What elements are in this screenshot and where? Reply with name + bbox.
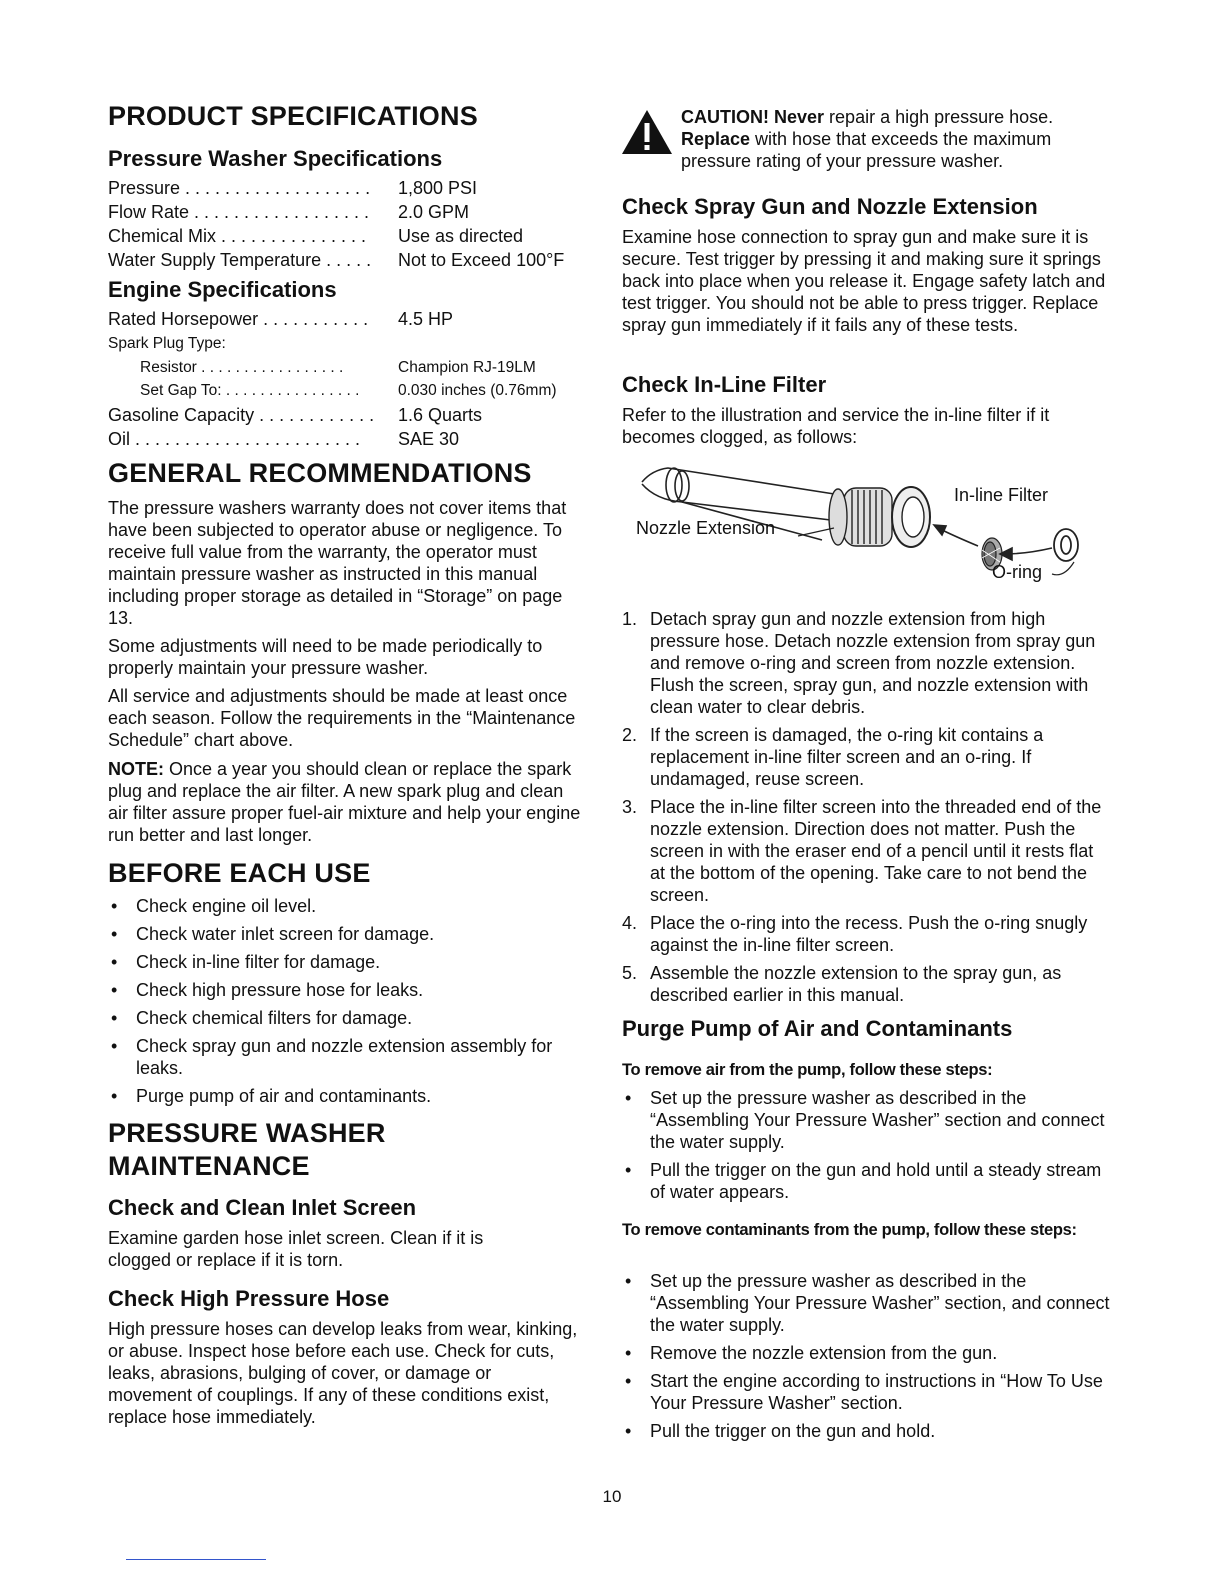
heading-product-specifications: PRODUCT SPECIFICATIONS (108, 101, 478, 131)
heading-check-high-pressure-hose: Check High Pressure Hose (108, 1286, 390, 1311)
figure-label-in-line-filter: In-line Filter (954, 485, 1049, 505)
purge-contaminants-subheading: To remove contaminants from the pump, follow these steps: (622, 1221, 1077, 1239)
list-item: 1. Detach spray gun and nozzle extension from high pressure hose. Detach nozzle extension from spray gun and remove o-ring and screen from nozzle extension. Flush the screen, spray gun, and nozzle extension with clean water to clear debris. (622, 609, 1096, 717)
general-paragraph-1: The pressure washers warranty does not cover items that have been subjected to operator abuse or negligence. To receive full value from the warranty, the operator must maintain pressure washer as instructed in this manual including proper storage as detailed in “Storage” on page 13. (108, 498, 567, 628)
list-item: • Check water inlet screen for damage. (111, 924, 435, 944)
heading-purge-pump: Purge Pump of Air and Contaminants (622, 1016, 1013, 1041)
footer-link-underline (126, 1559, 266, 1560)
spec-flow-rate: Flow Rate . . . . . . . . . . . . . . . . . . 2.0 GPM (108, 202, 470, 222)
spec-set-gap: Set Gap To: . . . . . . . . . . . . . . . . 0.030 inches (0.76mm) (140, 382, 557, 399)
list-item: • Check engine oil level. (111, 896, 317, 916)
heading-check-clean-inlet-screen: Check and Clean Inlet Screen (108, 1195, 417, 1220)
before-each-use-list (108, 895, 598, 1107)
inlet-screen-paragraph: Examine garden hose inlet screen. Clean if it is clogged or replace if it is torn. (108, 1228, 484, 1270)
purge-contaminants-list (622, 1270, 1112, 1442)
caution-label: CAUTION! (681, 107, 769, 127)
list-item: • Pull the trigger on the gun and hold. (625, 1421, 936, 1441)
warning-triangle-icon (620, 108, 674, 156)
purge-air-list (622, 1087, 1112, 1203)
list-item: • Start the engine according to instructions in “How To Use Your Pressure Washer” section. (625, 1371, 1103, 1413)
high-pressure-hose-paragraph: High pressure hoses can develop leaks from wear, kinking, or abuse. Inspect hose before each use. Check for cuts, leaks, abrasions, bulging of cover, or damage or movement of couplings. If any of these conditions exist, replace hose immediately. (108, 1319, 578, 1427)
heading-check-spray-gun: Check Spray Gun and Nozzle Extension (622, 194, 1038, 219)
in-line-filter-paragraph: Refer to the illustration and service the in-line filter if it becomes clogged, as follows: (622, 405, 1050, 447)
purge-air-subheading: To remove air from the pump, follow these steps: (622, 1061, 993, 1079)
list-item: • Purge pump of air and contaminants. (111, 1086, 432, 1106)
list-item: 5. Assemble the nozzle extension to the spray gun, as described earlier in this manual. (622, 963, 1062, 1005)
spec-water-supply-temperature: Water Supply Temperature . . . . . Not to Exceed 100°F (108, 250, 565, 270)
spec-resistor: Resistor . . . . . . . . . . . . . . . . . Champion RJ-19LM (140, 359, 536, 376)
list-item: • Set up the pressure washer as described in the “Assembling Your Pressure Washer” section and connect the water supply. (625, 1088, 1105, 1152)
heading-before-each-use: BEFORE EACH USE (108, 858, 371, 888)
spec-oil: Oil . . . . . . . . . . . . . . . . . . . . . . . SAE 30 (108, 429, 460, 449)
list-item: 2. If the screen is damaged, the o-ring kit contains a replacement in-line filter screen and an o-ring. If undamaged, reuse screen. (622, 725, 1044, 789)
note-paragraph: NOTE: Once a year you should clean or replace the spark plug and replace the air filter. A new spark plug and clean air filter assure proper fuel-air mixture and help your engine run better and last longer. (108, 759, 581, 845)
list-item: • Pull the trigger on the gun and hold until a steady stream of water appears. (625, 1160, 1102, 1202)
list-item: • Check high pressure hose for leaks. (111, 980, 424, 1000)
list-item: 4. Place the o-ring into the recess. Push the o-ring snugly against the in-line filter screen. (622, 913, 1088, 955)
general-paragraph-2: Some adjustments will need to be made periodically to properly maintain your pressure washer. (108, 636, 543, 678)
page-number: 10 (602, 1487, 622, 1506)
spec-rated-horsepower: Rated Horsepower . . . . . . . . . . . 4.5 HP (108, 309, 454, 329)
spec-pressure: Pressure . . . . . . . . . . . . . . . . . . . 1,800 PSI (108, 178, 478, 198)
list-item: • Remove the nozzle extension from the gun. (625, 1343, 998, 1363)
list-item: • Check in-line filter for damage. (111, 952, 381, 972)
general-paragraph-3: All service and adjustments should be made at least once each season. Follow the requirements in the “Maintenance Schedule” chart above. (108, 686, 576, 750)
spec-chemical-mix: Chemical Mix . . . . . . . . . . . . . . . Use as directed (108, 226, 524, 246)
spray-gun-paragraph: Examine hose connection to spray gun and make sure it is secure. Test trigger by pressing it and making sure it springs back into place when you release it. Engage safety latch and test trigger. You should not be able to press trigger. Replace spray gun immediately if it fails any of these tests. (622, 227, 1106, 335)
spec-spark-plug-type: Spark Plug Type: (108, 335, 226, 352)
spec-gasoline-capacity: Gasoline Capacity . . . . . . . . . . . . 1.6 Quarts (108, 405, 483, 425)
heading-pressure-washer-specifications: Pressure Washer Specifications (108, 146, 443, 171)
heading-pressure-washer-maintenance-line2: MAINTENANCE (108, 1151, 310, 1181)
list-item: • Check spray gun and nozzle extension assembly for leaks. (111, 1036, 553, 1078)
list-item: 3. Place the in-line filter screen into the threaded end of the nozzle extension. Direction does not matter. Push the screen in with the eraser end of a pencil until it rests flat at the bottom of the opening. Take care to not bend the screen. (622, 797, 1102, 905)
caution-paragraph: CAUTION! Never repair a high pressure hose. Replace with hose that exceeds the maximum pressure rating of your pressure washer. (681, 107, 1054, 171)
heading-engine-specifications: Engine Specifications (108, 277, 337, 302)
list-item: • Check chemical filters for damage. (111, 1008, 413, 1028)
figure-label-o-ring: O-ring (992, 562, 1043, 582)
heading-pressure-washer-maintenance-line1: PRESSURE WASHER (108, 1118, 386, 1148)
in-line-filter-steps (622, 608, 1112, 1006)
figure-label-nozzle-extension: Nozzle Extension (636, 518, 776, 538)
note-label: NOTE: (108, 759, 164, 779)
heading-check-in-line-filter: Check In-Line Filter (622, 372, 827, 397)
list-item: • Set up the pressure washer as described in the “Assembling Your Pressure Washer” section, and connect the water supply. (625, 1271, 1110, 1335)
heading-general-recommendations: GENERAL RECOMMENDATIONS (108, 458, 532, 488)
